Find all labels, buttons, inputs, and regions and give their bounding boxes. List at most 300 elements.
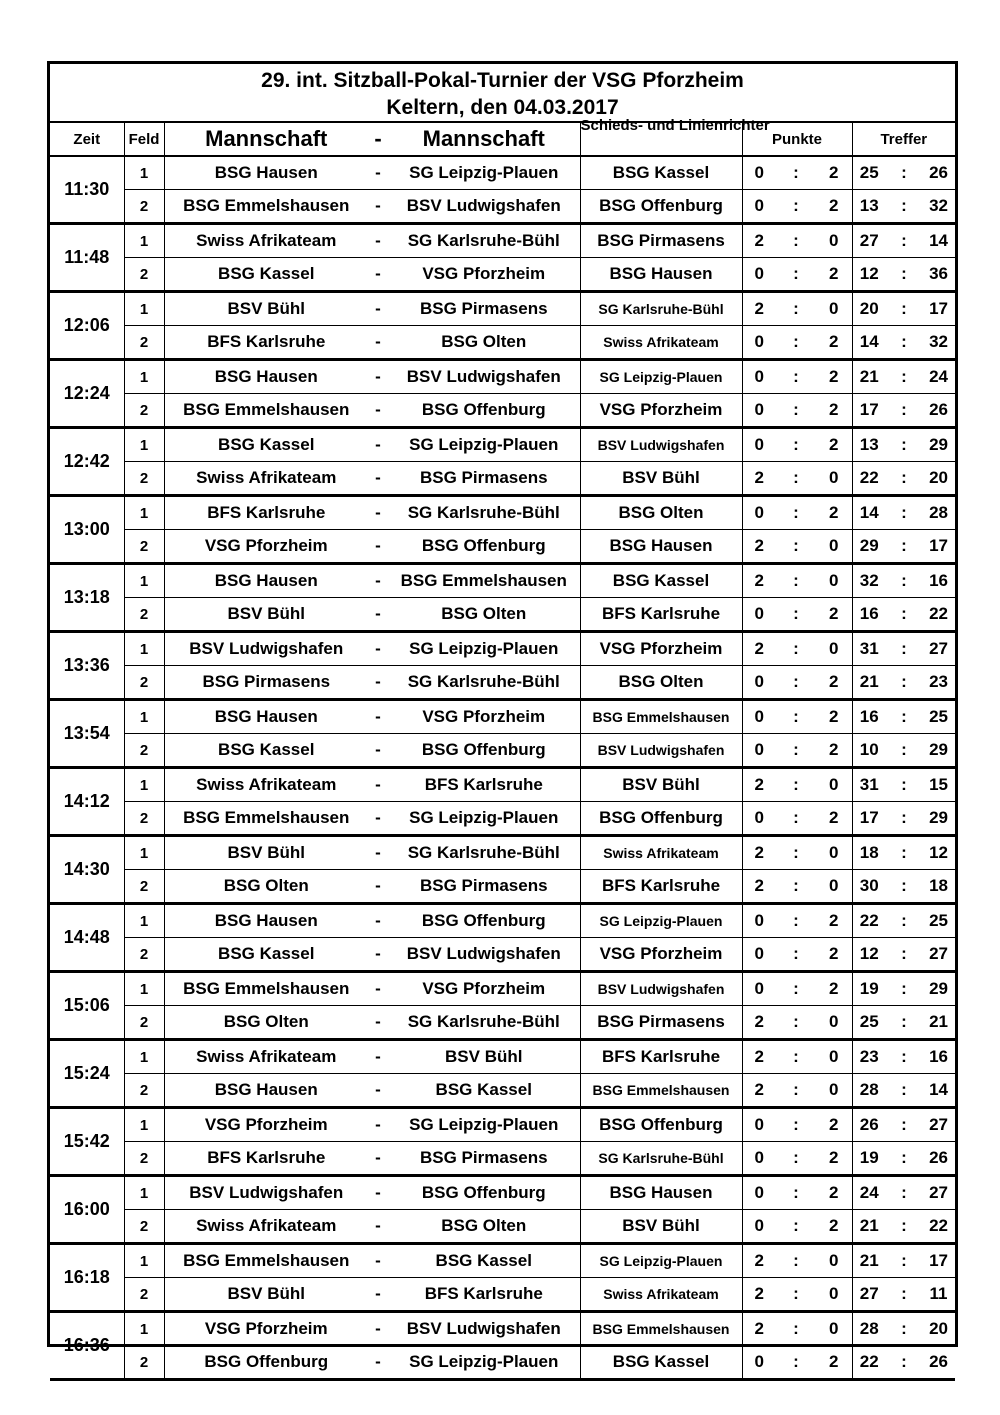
hits-a-cell: 12 (852, 938, 886, 972)
team-a-cell: VSG Pforzheim (164, 530, 368, 564)
points-colon: : (776, 1006, 816, 1040)
referee-cell: BSG Offenburg (580, 802, 742, 836)
hits-b-cell: 23 (922, 666, 955, 700)
team-a-cell: BSG Hausen (164, 564, 368, 598)
points-a-cell: 2 (742, 632, 776, 666)
points-b-cell: 0 (816, 1278, 852, 1312)
team-b-cell: SG Leipzig-Plauen (388, 1108, 580, 1142)
team-a-cell: BSG Hausen (164, 904, 368, 938)
points-colon: : (776, 598, 816, 632)
table-row (50, 496, 955, 530)
team-b-cell: SG Leipzig-Plauen (388, 1346, 580, 1380)
team-b-cell: BSV Ludwigshafen (388, 360, 580, 394)
dash-cell: - (368, 666, 388, 700)
hits-b-cell: 24 (922, 360, 955, 394)
tournament-title: 29. int. Sitzball-Pokal-Turnier der VSG Pforzheim (261, 69, 744, 92)
dash-cell: - (368, 1074, 388, 1108)
hits-colon: : (886, 1108, 922, 1142)
team-a-cell: BFS Karlsruhe (164, 496, 368, 530)
points-b-cell: 2 (816, 904, 852, 938)
team-b-cell: VSG Pforzheim (388, 972, 580, 1006)
team-b-cell: BSG Offenburg (388, 734, 580, 768)
table-row (50, 530, 955, 564)
hits-a-cell: 14 (852, 496, 886, 530)
hits-colon: : (886, 904, 922, 938)
feld-cell: 2 (124, 1142, 164, 1176)
dash-cell: - (368, 530, 388, 564)
referee-cell: BSV Ludwigshafen (580, 734, 742, 768)
points-b-cell: 0 (816, 1074, 852, 1108)
team-a-cell: BSG Emmelshausen (164, 802, 368, 836)
team-b-cell: BSG Pirmasens (388, 292, 580, 326)
time-cell: 11:48 (50, 224, 124, 292)
hits-b-cell: 26 (922, 156, 955, 190)
time-cell: 13:54 (50, 700, 124, 768)
referee-cell: BSV Ludwigshafen (580, 972, 742, 1006)
table-row (50, 428, 955, 462)
hits-colon: : (886, 972, 922, 1006)
team-a-cell: Swiss Afrikateam (164, 224, 368, 258)
hits-colon: : (886, 1312, 922, 1346)
referee-cell: SG Karlsruhe-Bühl (580, 292, 742, 326)
referee-cell: BSG Pirmasens (580, 224, 742, 258)
table-row (50, 1040, 955, 1074)
hits-b-cell: 28 (922, 496, 955, 530)
dash-cell: - (368, 700, 388, 734)
hits-b-cell: 25 (922, 904, 955, 938)
referee-cell: BSG Hausen (580, 258, 742, 292)
team-a-cell: BSG Emmelshausen (164, 1244, 368, 1278)
hits-a-cell: 22 (852, 462, 886, 496)
table-row (50, 156, 955, 190)
team-a-cell: BSG Hausen (164, 1074, 368, 1108)
hits-b-cell: 29 (922, 734, 955, 768)
table-row (50, 734, 955, 768)
points-colon: : (776, 870, 816, 904)
points-b-cell: 0 (816, 1006, 852, 1040)
referee-cell: BSG Kassel (580, 1346, 742, 1380)
hits-colon: : (886, 734, 922, 768)
points-a-cell: 2 (742, 530, 776, 564)
dash-cell: - (368, 1244, 388, 1278)
hits-colon: : (886, 1142, 922, 1176)
table-row (50, 1074, 955, 1108)
hits-colon: : (886, 190, 922, 224)
team-a-cell: BSG Hausen (164, 700, 368, 734)
points-colon: : (776, 394, 816, 428)
points-colon: : (776, 462, 816, 496)
hits-b-cell: 17 (922, 1244, 955, 1278)
hits-b-cell: 14 (922, 1074, 955, 1108)
dash-cell: - (368, 190, 388, 224)
team-a-cell: BSG Emmelshausen (164, 972, 368, 1006)
team-b-cell: BSV Ludwigshafen (388, 938, 580, 972)
table-row (50, 768, 955, 802)
points-colon: : (776, 530, 816, 564)
team-a-cell: BSV Bühl (164, 1278, 368, 1312)
header-feld: Feld (124, 123, 164, 156)
points-b-cell: 0 (816, 768, 852, 802)
points-a-cell: 0 (742, 326, 776, 360)
hits-b-cell: 29 (922, 428, 955, 462)
hits-b-cell: 18 (922, 870, 955, 904)
team-a-cell: BSV Ludwigshafen (164, 632, 368, 666)
hits-a-cell: 19 (852, 1142, 886, 1176)
hits-a-cell: 30 (852, 870, 886, 904)
referee-cell: SG Karlsruhe-Bühl (580, 1142, 742, 1176)
points-b-cell: 2 (816, 1176, 852, 1210)
hits-a-cell: 21 (852, 666, 886, 700)
table-row (50, 1210, 955, 1244)
hits-colon: : (886, 462, 922, 496)
team-a-cell: BSV Bühl (164, 598, 368, 632)
feld-cell: 2 (124, 1278, 164, 1312)
hits-b-cell: 36 (922, 258, 955, 292)
dash-cell: - (368, 394, 388, 428)
referee-cell: BSG Offenburg (580, 1108, 742, 1142)
points-a-cell: 2 (742, 836, 776, 870)
team-b-cell: BSG Offenburg (388, 530, 580, 564)
team-a-cell: Swiss Afrikateam (164, 1040, 368, 1074)
referee-cell: Swiss Afrikateam (580, 836, 742, 870)
feld-cell: 1 (124, 224, 164, 258)
feld-cell: 2 (124, 326, 164, 360)
header-dash: - (368, 123, 388, 156)
time-cell: 13:36 (50, 632, 124, 700)
hits-b-cell: 32 (922, 190, 955, 224)
team-a-cell: Swiss Afrikateam (164, 1210, 368, 1244)
hits-colon: : (886, 394, 922, 428)
points-colon: : (776, 802, 816, 836)
hits-colon: : (886, 632, 922, 666)
team-b-cell: BSG Olten (388, 1210, 580, 1244)
points-b-cell: 0 (816, 564, 852, 598)
hits-b-cell: 27 (922, 632, 955, 666)
feld-cell: 1 (124, 360, 164, 394)
hits-b-cell: 20 (922, 462, 955, 496)
feld-cell: 1 (124, 156, 164, 190)
table-row (50, 360, 955, 394)
points-colon: : (776, 258, 816, 292)
hits-b-cell: 26 (922, 1346, 955, 1380)
hits-b-cell: 14 (922, 224, 955, 258)
hits-a-cell: 13 (852, 428, 886, 462)
points-a-cell: 2 (742, 462, 776, 496)
points-a-cell: 2 (742, 870, 776, 904)
time-cell: 15:42 (50, 1108, 124, 1176)
hits-a-cell: 26 (852, 1108, 886, 1142)
hits-colon: : (886, 768, 922, 802)
table-row (50, 836, 955, 870)
points-colon: : (776, 1176, 816, 1210)
feld-cell: 1 (124, 496, 164, 530)
dash-cell: - (368, 1210, 388, 1244)
referee-cell: BSG Hausen (580, 530, 742, 564)
points-b-cell: 2 (816, 598, 852, 632)
schedule-rows (50, 156, 955, 1380)
feld-cell: 1 (124, 564, 164, 598)
table-row (50, 1278, 955, 1312)
hits-a-cell: 22 (852, 904, 886, 938)
hits-colon: : (886, 428, 922, 462)
header-referee: Schieds- und Linienrichter (580, 123, 742, 156)
referee-cell: BSV Bühl (580, 1210, 742, 1244)
hits-b-cell: 20 (922, 1312, 955, 1346)
team-a-cell: BSG Emmelshausen (164, 190, 368, 224)
hits-b-cell: 17 (922, 530, 955, 564)
points-a-cell: 2 (742, 1006, 776, 1040)
dash-cell: - (368, 1006, 388, 1040)
points-colon: : (776, 190, 816, 224)
dash-cell: - (368, 326, 388, 360)
points-a-cell: 0 (742, 428, 776, 462)
time-cell: 15:06 (50, 972, 124, 1040)
points-colon: : (776, 632, 816, 666)
referee-cell: SG Leipzig-Plauen (580, 1244, 742, 1278)
points-a-cell: 0 (742, 360, 776, 394)
team-b-cell: BSG Pirmasens (388, 462, 580, 496)
points-b-cell: 2 (816, 190, 852, 224)
team-b-cell: BSV Ludwigshafen (388, 1312, 580, 1346)
points-a-cell: 0 (742, 190, 776, 224)
feld-cell: 2 (124, 1210, 164, 1244)
points-a-cell: 0 (742, 700, 776, 734)
points-a-cell: 0 (742, 258, 776, 292)
dash-cell: - (368, 496, 388, 530)
hits-a-cell: 31 (852, 632, 886, 666)
referee-cell: SG Leipzig-Plauen (580, 360, 742, 394)
points-b-cell: 2 (816, 496, 852, 530)
team-a-cell: BSV Bühl (164, 836, 368, 870)
hits-b-cell: 27 (922, 1108, 955, 1142)
points-a-cell: 0 (742, 1142, 776, 1176)
referee-cell: BSG Hausen (580, 1176, 742, 1210)
points-a-cell: 0 (742, 972, 776, 1006)
table-row (50, 598, 955, 632)
feld-cell: 1 (124, 1108, 164, 1142)
hits-b-cell: 27 (922, 938, 955, 972)
table-row (50, 258, 955, 292)
hits-a-cell: 27 (852, 1278, 886, 1312)
hits-b-cell: 32 (922, 326, 955, 360)
points-b-cell: 2 (816, 428, 852, 462)
team-b-cell: BFS Karlsruhe (388, 1278, 580, 1312)
hits-a-cell: 13 (852, 190, 886, 224)
points-a-cell: 0 (742, 1210, 776, 1244)
hits-b-cell: 15 (922, 768, 955, 802)
feld-cell: 1 (124, 972, 164, 1006)
table-row (50, 700, 955, 734)
table-row (50, 326, 955, 360)
table-row (50, 1108, 955, 1142)
referee-cell: SG Leipzig-Plauen (580, 904, 742, 938)
points-a-cell: 0 (742, 904, 776, 938)
points-b-cell: 2 (816, 666, 852, 700)
points-b-cell: 2 (816, 1108, 852, 1142)
team-a-cell: BSG Olten (164, 870, 368, 904)
hits-b-cell: 29 (922, 972, 955, 1006)
hits-a-cell: 23 (852, 1040, 886, 1074)
feld-cell: 2 (124, 1006, 164, 1040)
team-a-cell: VSG Pforzheim (164, 1108, 368, 1142)
table-row (50, 224, 955, 258)
feld-cell: 2 (124, 734, 164, 768)
feld-cell: 2 (124, 666, 164, 700)
points-a-cell: 0 (742, 1108, 776, 1142)
table-row (50, 972, 955, 1006)
hits-b-cell: 26 (922, 394, 955, 428)
team-a-cell: BSV Ludwigshafen (164, 1176, 368, 1210)
hits-b-cell: 12 (922, 836, 955, 870)
points-colon: : (776, 360, 816, 394)
points-b-cell: 2 (816, 258, 852, 292)
points-b-cell: 0 (816, 292, 852, 326)
team-a-cell: BFS Karlsruhe (164, 326, 368, 360)
table-row (50, 1244, 955, 1278)
team-b-cell: BSG Olten (388, 598, 580, 632)
feld-cell: 2 (124, 462, 164, 496)
points-a-cell: 2 (742, 564, 776, 598)
points-colon: : (776, 938, 816, 972)
points-a-cell: 2 (742, 1244, 776, 1278)
hits-a-cell: 21 (852, 1244, 886, 1278)
dash-cell: - (368, 904, 388, 938)
points-colon: : (776, 156, 816, 190)
points-b-cell: 2 (816, 1210, 852, 1244)
time-cell: 14:12 (50, 768, 124, 836)
referee-cell: Swiss Afrikateam (580, 1278, 742, 1312)
referee-cell: BSG Olten (580, 666, 742, 700)
points-colon: : (776, 734, 816, 768)
hits-b-cell: 27 (922, 1176, 955, 1210)
points-b-cell: 2 (816, 394, 852, 428)
dash-cell: - (368, 1312, 388, 1346)
team-a-cell: BSG Olten (164, 1006, 368, 1040)
hits-colon: : (886, 1040, 922, 1074)
team-b-cell: SG Leipzig-Plauen (388, 632, 580, 666)
feld-cell: 2 (124, 530, 164, 564)
hits-colon: : (886, 870, 922, 904)
feld-cell: 2 (124, 258, 164, 292)
team-b-cell: BSG Pirmasens (388, 870, 580, 904)
dash-cell: - (368, 428, 388, 462)
team-a-cell: BSG Kassel (164, 734, 368, 768)
hits-a-cell: 25 (852, 1006, 886, 1040)
points-colon: : (776, 1312, 816, 1346)
points-colon: : (776, 1244, 816, 1278)
dash-cell: - (368, 734, 388, 768)
hits-colon: : (886, 224, 922, 258)
dash-cell: - (368, 258, 388, 292)
hits-colon: : (886, 496, 922, 530)
referee-cell: BFS Karlsruhe (580, 870, 742, 904)
feld-cell: 1 (124, 768, 164, 802)
feld-cell: 2 (124, 802, 164, 836)
points-a-cell: 0 (742, 1346, 776, 1380)
points-colon: : (776, 768, 816, 802)
team-b-cell: SG Karlsruhe-Bühl (388, 836, 580, 870)
team-a-cell: BFS Karlsruhe (164, 1142, 368, 1176)
schedule-sheet (47, 61, 958, 1371)
hits-colon: : (886, 836, 922, 870)
points-b-cell: 0 (816, 836, 852, 870)
points-colon: : (776, 224, 816, 258)
points-colon: : (776, 666, 816, 700)
dash-cell: - (368, 1040, 388, 1074)
points-colon: : (776, 836, 816, 870)
title-block (50, 64, 955, 123)
team-b-cell: SG Karlsruhe-Bühl (388, 224, 580, 258)
hits-a-cell: 32 (852, 564, 886, 598)
hits-a-cell: 17 (852, 802, 886, 836)
table-row (50, 1312, 955, 1346)
feld-cell: 1 (124, 292, 164, 326)
feld-cell: 2 (124, 1346, 164, 1380)
feld-cell: 1 (124, 1176, 164, 1210)
table-row (50, 1176, 955, 1210)
hits-colon: : (886, 360, 922, 394)
table-row (50, 564, 955, 598)
table-row (50, 1142, 955, 1176)
team-b-cell: BSG Offenburg (388, 1176, 580, 1210)
points-a-cell: 0 (742, 938, 776, 972)
feld-cell: 1 (124, 428, 164, 462)
dash-cell: - (368, 156, 388, 190)
referee-cell: BSG Pirmasens (580, 1006, 742, 1040)
hits-b-cell: 21 (922, 1006, 955, 1040)
feld-cell: 1 (124, 632, 164, 666)
referee-cell: BSG Kassel (580, 156, 742, 190)
points-b-cell: 2 (816, 802, 852, 836)
points-a-cell: 0 (742, 394, 776, 428)
team-a-cell: Swiss Afrikateam (164, 768, 368, 802)
team-b-cell: BSG Kassel (388, 1244, 580, 1278)
feld-cell: 2 (124, 1074, 164, 1108)
team-b-cell: SG Karlsruhe-Bühl (388, 666, 580, 700)
dash-cell: - (368, 1108, 388, 1142)
referee-cell: BSG Kassel (580, 564, 742, 598)
feld-cell: 2 (124, 394, 164, 428)
hits-b-cell: 25 (922, 700, 955, 734)
points-b-cell: 0 (816, 870, 852, 904)
table-row (50, 462, 955, 496)
hits-b-cell: 17 (922, 292, 955, 326)
hits-a-cell: 20 (852, 292, 886, 326)
points-colon: : (776, 972, 816, 1006)
referee-cell: BSG Emmelshausen (580, 700, 742, 734)
points-b-cell: 0 (816, 462, 852, 496)
dash-cell: - (368, 1176, 388, 1210)
hits-colon: : (886, 938, 922, 972)
hits-colon: : (886, 598, 922, 632)
header-punkte: Punkte (742, 123, 852, 156)
points-a-cell: 2 (742, 224, 776, 258)
referee-cell: BSV Bühl (580, 768, 742, 802)
referee-cell: BFS Karlsruhe (580, 1040, 742, 1074)
points-a-cell: 0 (742, 802, 776, 836)
team-b-cell: BSG Emmelshausen (388, 564, 580, 598)
dash-cell: - (368, 598, 388, 632)
hits-a-cell: 19 (852, 972, 886, 1006)
dash-cell: - (368, 802, 388, 836)
points-colon: : (776, 292, 816, 326)
table-row (50, 292, 955, 326)
team-b-cell: VSG Pforzheim (388, 700, 580, 734)
hits-a-cell: 24 (852, 1176, 886, 1210)
hits-a-cell: 28 (852, 1074, 886, 1108)
hits-colon: : (886, 666, 922, 700)
points-b-cell: 2 (816, 326, 852, 360)
